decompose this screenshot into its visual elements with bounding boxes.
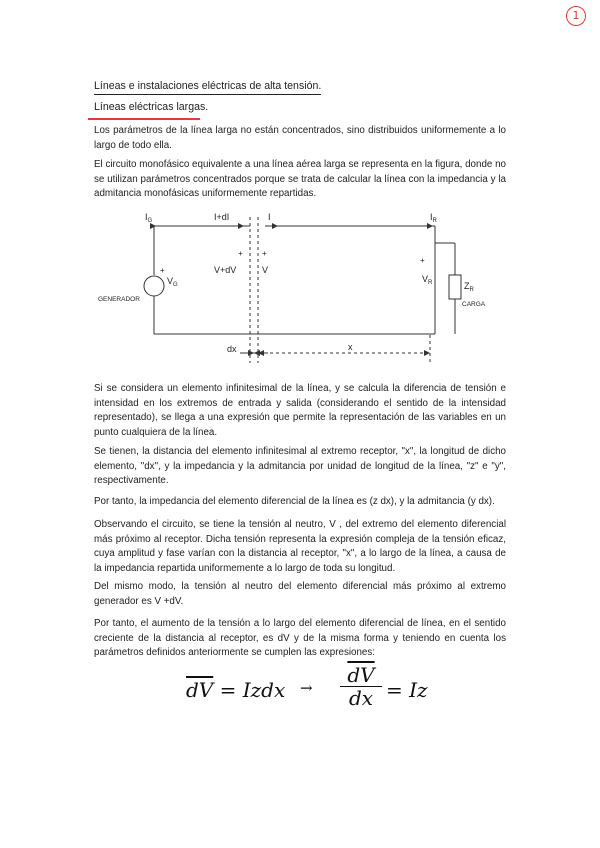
voltage-label-source: $V_G$	[167, 276, 178, 288]
plus-sign-main: +	[262, 249, 267, 258]
paragraph-3: Si se considera un elemento infinitesimal de la línea, y se calcula la diferencia de tensión e intensidad en los extremos de entrada y salida (considerando el sentido de la intensidad representado), se llega a una expresión que permite la representación de las variables en un punto cualquiera de la línea.	[94, 383, 506, 438]
page-number-badge: 1	[566, 6, 586, 26]
load-label: CARGA	[462, 301, 486, 308]
equation-fraction: $\frac{\overline{dV}}{dx}$	[340, 664, 382, 709]
long-line-circuit-diagram	[90, 203, 510, 375]
differential-equation	[180, 664, 450, 714]
load-impedance-symbol	[449, 275, 461, 299]
section-title: Líneas e instalaciones eléctricas de alta tensión.	[94, 80, 321, 95]
paragraph-8: Por tanto, el aumento de la tensión a lo largo del elemento diferencial de línea, en el sentido creciente de la distancia al receptor, es dV y de la misma forma y teniendo en cuenta los parámetros definidos anteriormente se cumplen las expresiones:	[94, 618, 506, 659]
generator-label: GENERADOR	[98, 296, 140, 303]
equation-right: = Iz	[386, 678, 428, 702]
plus-sign-receiver: +	[420, 256, 425, 265]
paragraph-1: Los parámetros de la línea larga no están concentrados, sino distribuidos uniformemente a lo largo de todo ella.	[94, 125, 506, 151]
paragraph-4: Se tienen, la distancia del elemento infinitesimal al extremo receptor, "x", la longitud de dicho elemento, "dx", y la impedancia y la admitancia por unidad de longitud de la línea, "z" e "y", respectivamente.	[94, 446, 506, 487]
arrow-icon: →	[300, 679, 313, 697]
voltage-label-receiver: $V_R$	[422, 274, 433, 286]
voltage-label-main: V	[262, 265, 269, 275]
equation-left: $\overline{dV}$ = Izdx	[186, 678, 286, 702]
current-label-main: I	[268, 212, 271, 222]
impedance-label: $Z_R$	[464, 281, 474, 293]
paragraph-7: Del mismo modo, la tensión al neutro del elemento diferencial más próximo al extremo generador es V +dV.	[94, 581, 506, 607]
plus-sign-source: +	[160, 266, 165, 275]
current-label-receiver: $I_R$	[430, 212, 437, 224]
red-underline-annotation	[88, 118, 200, 120]
paragraph-6: Observando el circuito, se tiene la tensión al neutro, V , del extremo del elemento diferencial más próximo al receptor. Dicha tensión representa la expresión compleja de la tensión eficaz, cuya amplitud y fase varían con la distancia al receptor, "x", a lo largo de la línea, a causa de la impedancia repartida uniformemente a lo largo de toda su longitud.	[94, 519, 506, 574]
plus-sign-element: +	[238, 249, 243, 258]
generator-symbol	[144, 276, 164, 296]
current-label-element: I+dI	[214, 212, 230, 222]
current-arrow-element	[238, 223, 244, 229]
voltage-label-element: V+dV	[214, 265, 237, 275]
paragraph-2: El circuito monofásico equivalente a una línea aérea larga se representa en la figura, donde no se utilizan parámetros concentrados porque se trata de calcular la línea con la impedancia y la admitancia monofásicas uniformemente repartidas.	[94, 159, 506, 200]
dx-label: dx	[227, 344, 237, 354]
x-label: x	[348, 342, 353, 352]
paragraph-5: Por tanto, la impedancia del elemento diferencial de la línea es (z dx), y la admitancia (y dx).	[94, 496, 495, 507]
current-label-source: $I_G$	[145, 212, 153, 224]
current-arrow-main	[272, 223, 278, 229]
subsection-title: Líneas eléctricas largas.	[94, 101, 209, 113]
